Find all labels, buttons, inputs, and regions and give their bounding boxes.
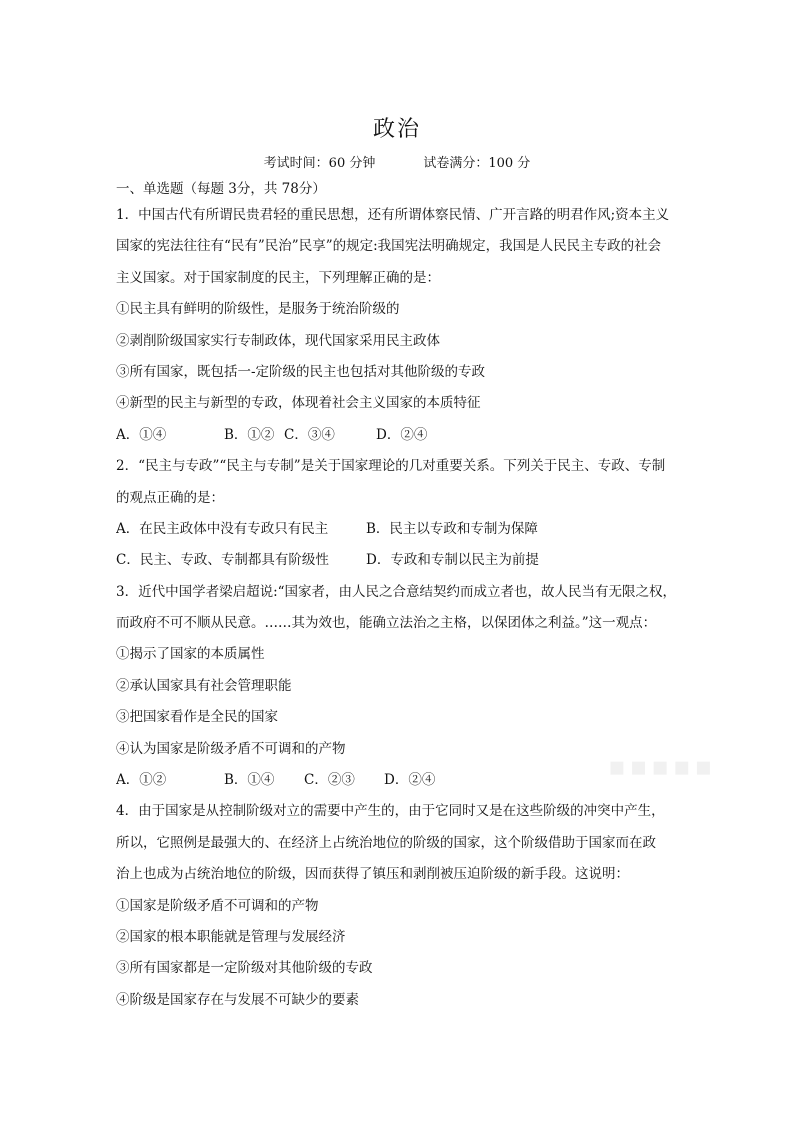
- question-2: [116, 451, 682, 577]
- section-heading: 一、单选题（每题 3分，共 78分）: [116, 181, 326, 197]
- question-text: 主义国家。对于国家制度的民主，下列理解正确的是：: [116, 269, 440, 286]
- option-a: A．①④: [116, 426, 167, 443]
- option-a: A．在民主政体中没有专政只有民主: [116, 520, 329, 537]
- statement: ④新型的民主与新型的专政，体现着社会主义国家的本质特征: [116, 395, 481, 412]
- statement: ①民主具有鲜明的阶级性，是服务于统治阶级的: [116, 301, 400, 318]
- question-1: [116, 200, 682, 451]
- option-c: C．③④: [284, 426, 335, 443]
- statement: ②国家的根本职能就是管理与发展经济: [116, 928, 346, 945]
- exam-time: 考试时间：60 分钟: [263, 156, 376, 171]
- question-text: 4．由于国家是从控制阶级对立的需要中产生的，由于它同时又是在这些阶级的冲突中产生，: [116, 803, 665, 820]
- option-d: D．专政和专制以民主为前提: [366, 552, 539, 569]
- option-c: C．民主、专政、专制都具有阶级性: [116, 552, 329, 569]
- question-text: 3．近代中国学者梁启超说:“国家者，由人民之合意结契约而成立者也，故人民当有无限之权，: [116, 583, 677, 600]
- statement: ④阶级是国家存在与发展不可缺少的要素: [116, 991, 359, 1008]
- statement: ③把国家看作是全民的国家: [116, 709, 278, 726]
- question-text: 1．中国古代有所谓民贵君轻的重民思想，还有所谓体察民情、广开言路的明君作风;资本主义: [116, 207, 670, 223]
- question-3: [116, 577, 682, 797]
- answer-options: [116, 765, 682, 796]
- question-text: 2．“民主与专政”“民主与专制”是关于国家理论的几对重要关系。下列关于民主、专政、专制: [116, 458, 666, 475]
- question-text: 所以，它照例是最强大的、在经济上占统治地位的阶级的国家，这个阶级借助于国家而在政: [116, 834, 656, 851]
- question-text: 而政府不可不顺从民意。……其为效也，能确立法治之主格，以保团体之利益。”这一观点：: [116, 615, 657, 632]
- statement: ①国家是阶级矛盾不可调和的产物: [116, 897, 319, 914]
- question-text: 的观点正确的是：: [116, 489, 224, 506]
- option-a: A．①②: [116, 772, 167, 789]
- question-4: [116, 796, 682, 1016]
- statement: ②承认国家具有社会管理职能: [116, 677, 292, 694]
- statement: ②剥削阶级国家实行专制政体，现代国家采用民主政体: [116, 332, 440, 349]
- statement: ④认为国家是阶级矛盾不可调和的产物: [116, 740, 346, 757]
- option-d: D．②④: [384, 772, 436, 789]
- option-d: D．②④: [376, 426, 428, 443]
- option-b: B．民主以专政和专制为保障: [366, 520, 538, 537]
- option-c: C．②③: [304, 772, 355, 789]
- page-title: 政治: [372, 117, 421, 142]
- answer-options: [116, 420, 682, 451]
- full-score: 试卷满分：100 分: [423, 156, 531, 171]
- statement: ③所有国家都是一定阶级对其他阶级的专政: [116, 960, 373, 977]
- statement: ①揭示了国家的本质属性: [116, 646, 265, 663]
- exam-meta: [0, 152, 794, 171]
- question-list: [116, 178, 682, 1016]
- question-text: 治上也成为占统治地位的阶级，因而获得了镇压和剥削被压迫阶级的新手段。这说明：: [116, 866, 629, 883]
- option-b: B．①②: [224, 426, 275, 443]
- answer-options: [116, 545, 682, 576]
- watermark: ▪▪▪▪▪: [608, 752, 717, 782]
- statement: ③所有国家，既包括一-定阶级的民主也包括对其他阶级的专政: [116, 363, 486, 380]
- option-b: B．①④: [224, 772, 275, 789]
- answer-options: [116, 514, 682, 545]
- question-text: 国家的宪法往往有“民有”民治”民享”的规定:我国宪法明确规定，我国是人民民主专政的社会: [116, 238, 662, 255]
